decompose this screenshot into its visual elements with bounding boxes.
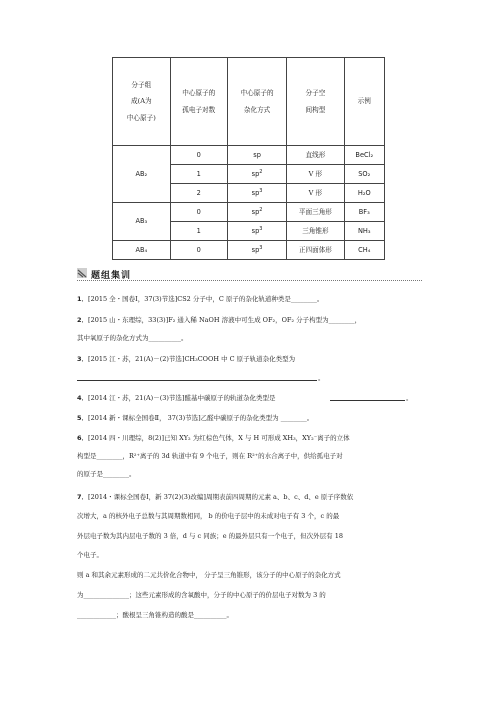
question-number: 5． (77, 414, 89, 422)
shape-cell: V 形 (287, 184, 344, 203)
hybrid-cell (227, 165, 286, 184)
shape-cell: 平面三角形 (287, 203, 344, 222)
question-7-line3 (77, 531, 343, 540)
question-2 (77, 315, 361, 324)
question-text: 次增大，a 的核外电子总数与其周期数相同， b 的价电子层中的未成对电子有 3 个，c 的最 (77, 512, 340, 520)
header-text: 中心原子) (126, 113, 156, 122)
hybrid-cell (227, 222, 286, 241)
question-7-line4 (77, 550, 103, 559)
hybrid-superscript: 2 (259, 169, 263, 176)
section-marker-icon (77, 268, 87, 278)
example-cell: BeCl₂ (344, 146, 384, 165)
question-text: 的原子是________。 (77, 470, 136, 478)
question-text: ____________；酸根呈三角锥构造的酸是__________。 (77, 611, 233, 619)
hybrid-text: sp (251, 170, 260, 179)
question-6-line3 (77, 469, 136, 478)
question-text: [2014 新・课标全国卷Ⅱ， 37(3)节选]乙醛中碳原子的杂化类型为 ________。 (88, 414, 314, 422)
header-text: 分子组 (131, 81, 152, 90)
answer-blank[interactable] (77, 380, 317, 381)
hybrid-text: sp (251, 227, 260, 236)
header-text: 间构型 (305, 105, 326, 114)
group-label: AB₂ (113, 146, 171, 203)
header-example (344, 58, 384, 146)
question-text: 构型是________，R²⁺离子的 3d 轨道中有 9 个电子，则在 R²⁺的水合离子中，供给孤电子对 (77, 452, 343, 460)
header-text: 中心原子的 (240, 89, 274, 98)
question-text: [2015 全・国卷Ⅰ，37(3)节选]CS2 分子中，C 原子的杂化轨道种类是________。 (88, 295, 324, 303)
question-text: 外层电子数为其内层电子数的 3 倍，d 与 c 同族；e 的最外层只有一个电子，但次外层有 18 (77, 532, 344, 540)
shape-cell: 直线形 (287, 146, 344, 165)
question-text: 则 a 和其余元素形成的二元共价化合物中， 分子呈三角锥形，该分子的中心原子的杂化方式 (77, 571, 341, 579)
header-text: 杂化方式 (243, 105, 271, 114)
question-7-line2 (77, 511, 339, 520)
question-7-line5 (77, 570, 341, 579)
question-3-tail: 。 (318, 374, 325, 382)
table-header-row (113, 58, 385, 146)
question-7-line6 (77, 590, 326, 599)
header-lone-pairs (170, 58, 227, 146)
question-7 (77, 492, 353, 501)
header-text: 中心原子的 (182, 89, 216, 98)
hybrid-text: sp (251, 189, 260, 198)
section-header (77, 268, 422, 279)
hybrid-text: sp (251, 208, 260, 217)
section-divider (77, 280, 422, 281)
example-cell: NH₃ (344, 222, 384, 241)
question-number: 1． (77, 295, 89, 303)
table-row (113, 146, 385, 165)
question-text: [2014 四・川理综，8(2)]已知 XY₂ 为红棕色气体，X 与 H 可形成 XH₃，XY₂⁻离子的立体 (88, 434, 350, 442)
hybrid-cell (227, 146, 286, 165)
shape-cell: 正四面体形 (287, 241, 344, 260)
hybrid-superscript: 3 (259, 188, 263, 195)
lone-pair-cell: 2 (170, 184, 227, 203)
example-cell: BF₃ (344, 203, 384, 222)
header-text: 分子空 (305, 89, 326, 98)
example-cell: CH₄ (344, 241, 384, 260)
header-geometry (287, 58, 344, 146)
table-row (113, 203, 385, 222)
question-text: 其中氧原子的杂化方式为__________。 (77, 334, 188, 342)
question-1 (77, 294, 323, 303)
lone-pair-cell: 0 (170, 241, 227, 260)
question-6 (77, 433, 350, 442)
hybrid-text: sp (251, 246, 260, 255)
lone-pair-cell: 1 (170, 222, 227, 241)
question-number: 2． (77, 316, 89, 324)
hybrid-cell (227, 184, 286, 203)
question-text: [2014 江・苏，21(A)－(3)节选]醛基中碳原子的轨道杂化类型是 (88, 394, 276, 402)
header-text: 示例 (357, 97, 371, 106)
question-7-line7 (77, 610, 233, 619)
lone-pair-cell: 1 (170, 165, 227, 184)
group-label: AB₄ (113, 241, 171, 260)
table-row (113, 241, 385, 260)
question-number: 7． (77, 493, 89, 501)
header-text: 成(A为 (131, 97, 152, 106)
question-text: [2015 山・东理综，33(3)]F₂ 通入稀 NaOH 溶液中可生成 OF₂，OF₂ 分子构型为________， (88, 316, 362, 324)
header-molecular-composition (113, 58, 171, 146)
hybrid-superscript: 2 (259, 207, 263, 214)
question-text: 个电子。 (77, 551, 103, 559)
group-label: AB₃ (113, 203, 171, 241)
question-3 (77, 354, 295, 363)
header-hybridization (227, 58, 286, 146)
section-title: 题组集训 (91, 271, 132, 281)
question-number: 3． (77, 355, 89, 363)
question-4-tail: 。 (406, 394, 413, 402)
shape-cell: V 形 (287, 165, 344, 184)
question-number: 6． (77, 434, 89, 442)
shape-cell: 三角锥形 (287, 222, 344, 241)
question-number: 4． (77, 394, 89, 402)
hybrid-superscript: 3 (259, 245, 263, 252)
example-cell: SO₂ (344, 165, 384, 184)
question-2-continued (77, 333, 188, 342)
hybrid-cell (227, 203, 286, 222)
example-cell: H₂O (344, 184, 384, 203)
header-text: 孤电子对数 (182, 105, 216, 114)
lone-pair-cell: 0 (170, 203, 227, 222)
question-6-line2 (77, 451, 343, 460)
hybrid-text: sp (253, 150, 261, 159)
hybrid-superscript: 3 (259, 226, 263, 233)
question-text: [2015 江・苏，21(A)－(2)节选]CH₃COOH 中 C 原子轨道杂化类型为 (88, 355, 296, 363)
question-4 (77, 393, 275, 402)
question-text: [2014・课标全国卷Ⅰ，新 37(2)(3)改编]周期表前四周期的元素 a、b、c、d、e 原子序数依 (88, 493, 354, 501)
question-text: 为______________；这些元素形成的含氧酸中，分子的中心原子的价层电子对数为 3 的 (77, 591, 326, 599)
answer-blank[interactable] (330, 400, 405, 401)
lone-pair-cell: 0 (170, 146, 227, 165)
hybridization-table (112, 57, 385, 260)
hybrid-cell (227, 241, 286, 260)
question-5 (77, 413, 313, 422)
